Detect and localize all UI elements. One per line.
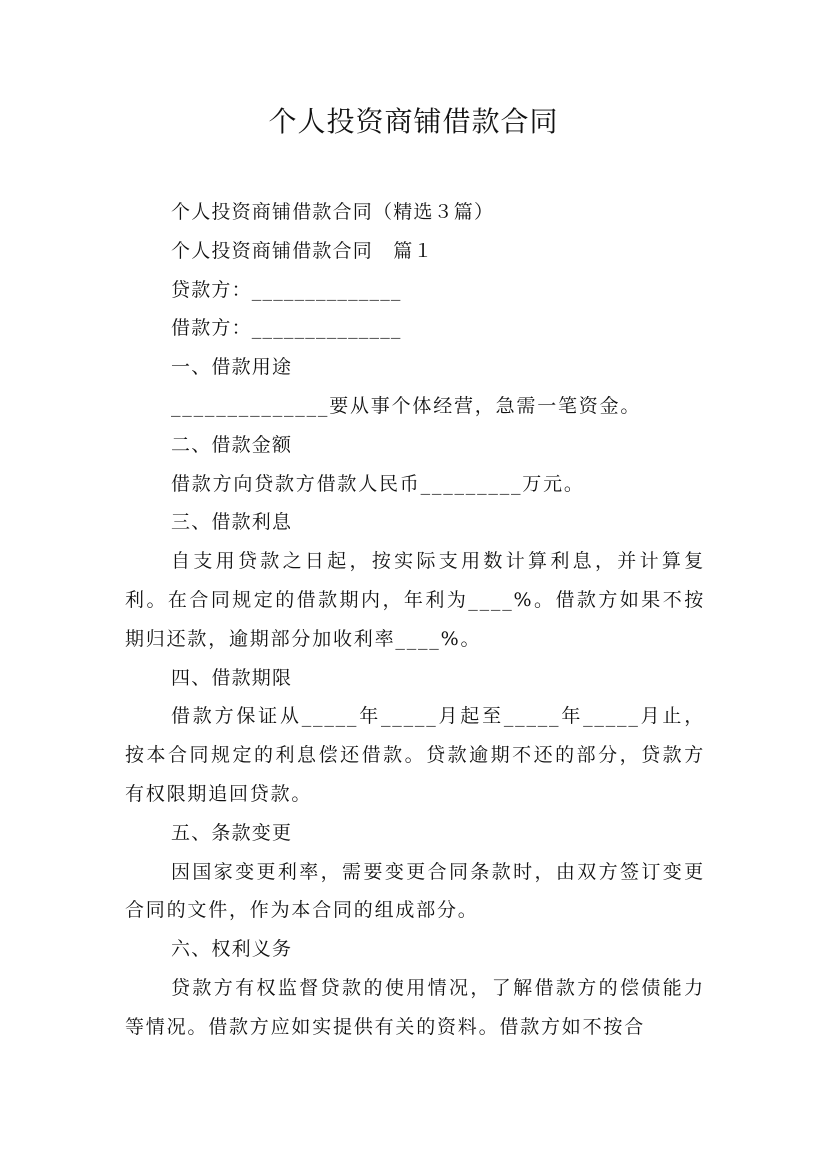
- section-heading-term: 四、借款期限: [171, 666, 293, 689]
- document-subtitle: 个人投资商铺借款合同（精选３篇）: [171, 201, 495, 223]
- section-body-change: 因国家变更利率，需要变更合同条款时，由双方签订变更合同的文件，作为本合同的组成部分。: [125, 860, 705, 922]
- section-heading-purpose: 一、借款用途: [171, 356, 293, 379]
- borrower-line: 借款方：______________: [171, 317, 402, 340]
- lender-line: 贷款方：______________: [171, 278, 402, 301]
- section-heading-change: 五、条款变更: [171, 821, 293, 844]
- section-heading-amount: 二、借款金额: [171, 433, 293, 456]
- section-heading-interest: 三、借款利息: [171, 511, 293, 534]
- article-heading: 个人投资商铺借款合同 篇１: [171, 239, 434, 262]
- section-body-purpose: ______________要从事个体经营，急需一笔资金。: [171, 394, 642, 417]
- section-body-rights: 贷款方有权监督贷款的使用情况，了解借款方的偿债能力等情况。借款方应如实提供有关的资料。借款方如不按合: [125, 976, 705, 1038]
- section-body-interest: 自支用贷款之日起，按实际支用数计算利息，并计算复利。在合同规定的借款期内，年利为____%。借款方如果不按期归还款，逾期部分加收利率____%。: [125, 550, 705, 650]
- section-body-term: 借款方保证从_____年_____月起至_____年_____月止，按本合同规定的利息偿还借款。贷款逾期不还的部分，贷款方有权限期追回贷款。: [125, 705, 705, 805]
- document-body: [125, 193, 705, 1047]
- document-title: 个人投资商铺借款合同: [268, 105, 559, 138]
- section-heading-rights: 六、权利义务: [171, 938, 293, 961]
- section-body-amount: 借款方向贷款方借款人民币_________万元。: [171, 472, 585, 495]
